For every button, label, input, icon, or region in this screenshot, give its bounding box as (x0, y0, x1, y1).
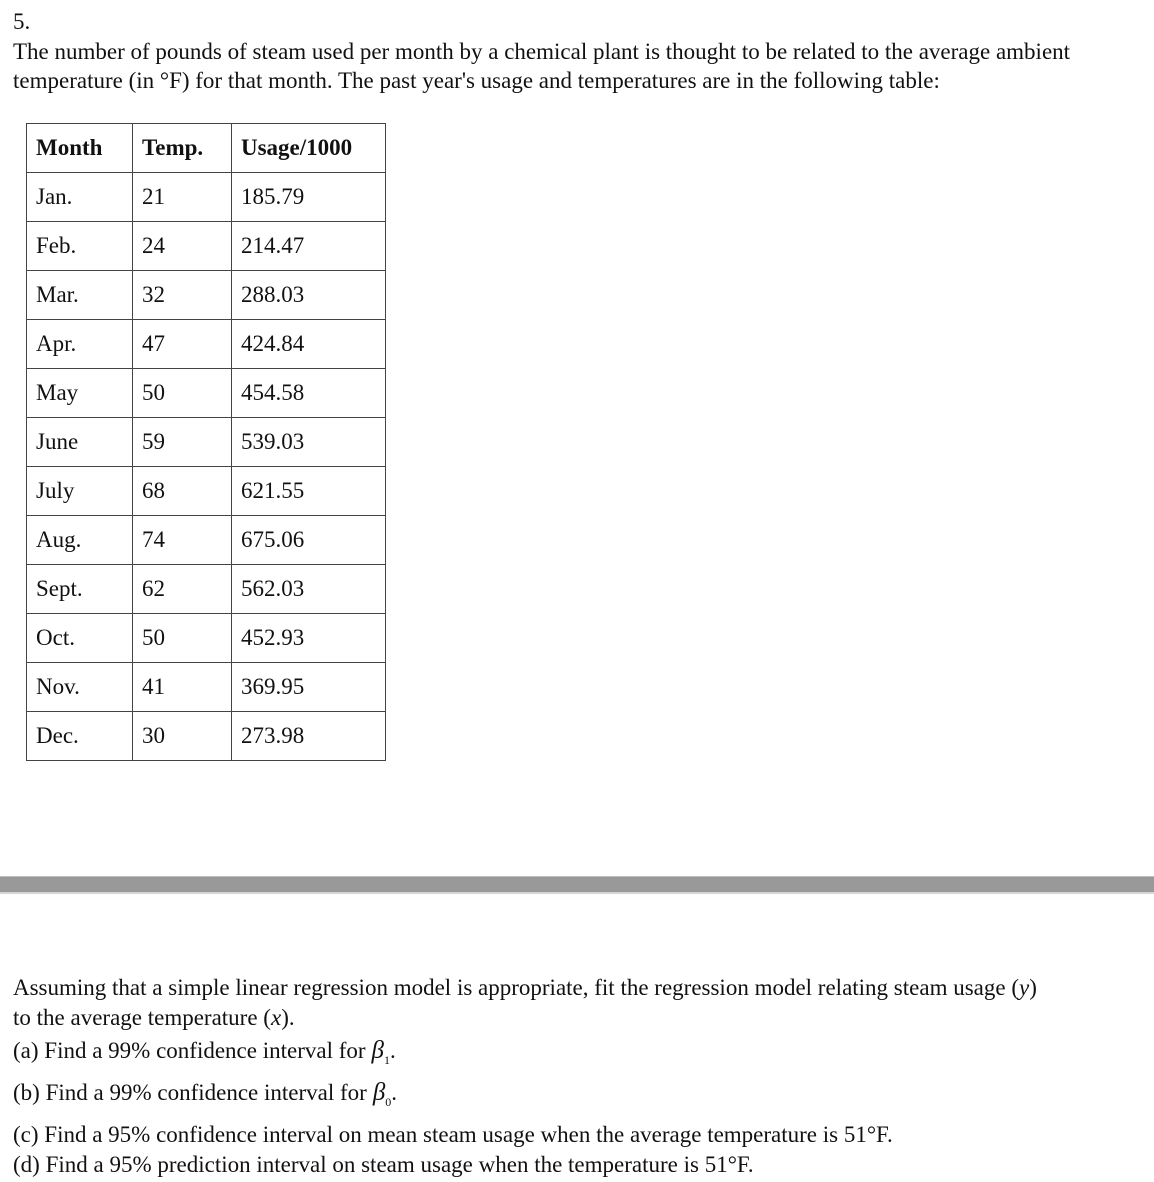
cell-usage: 369.95 (232, 663, 386, 712)
question-b-end: . (391, 1080, 398, 1105)
table-header-row (27, 124, 386, 173)
cell-month: Aug. (27, 516, 133, 565)
beta-1-subscript: 1 (383, 1053, 390, 1067)
question-a (13, 1036, 1149, 1075)
lead-text-3: to the average temperature ( (13, 1005, 271, 1030)
table-row (27, 418, 386, 467)
cell-usage: 621.55 (232, 467, 386, 516)
cell-temp: 59 (133, 418, 232, 467)
table-row (27, 565, 386, 614)
cell-temp: 47 (133, 320, 232, 369)
question-a-end: . (389, 1038, 396, 1063)
cell-month: Sept. (27, 565, 133, 614)
cell-temp: 41 (133, 663, 232, 712)
cell-temp: 50 (133, 369, 232, 418)
question-lead-line-1 (13, 973, 1149, 1003)
lead-text-1: Assuming that a simple linear regression model is appropriate, fit the regression model relating steam usage ( (13, 975, 1019, 1000)
cell-usage: 273.98 (232, 712, 386, 761)
x-variable: x (270, 1005, 282, 1030)
question-lead-line-2 (13, 1003, 1149, 1033)
table-row (27, 369, 386, 418)
cell-temp: 68 (133, 467, 232, 516)
lead-text-4: ). (281, 1005, 295, 1030)
cell-usage: 288.03 (232, 271, 386, 320)
header-month: Month (27, 124, 133, 173)
cell-usage: 454.58 (232, 369, 386, 418)
cell-usage: 562.03 (232, 565, 386, 614)
lead-text-2: ) (1029, 975, 1037, 1000)
cell-month: Nov. (27, 663, 133, 712)
cell-month: Feb. (27, 222, 133, 271)
section-divider (0, 876, 1154, 894)
cell-temp: 30 (133, 712, 232, 761)
question-block (13, 973, 1149, 1180)
question-b-text: (b) Find a 99% confidence interval for (13, 1080, 367, 1105)
beta-1-symbol: $\beta_1$ (371, 1037, 390, 1067)
header-usage: Usage/1000 (232, 124, 386, 173)
cell-month: Dec. (27, 712, 133, 761)
table-row (27, 173, 386, 222)
cell-month: June (27, 418, 133, 467)
cell-temp: 50 (133, 614, 232, 663)
cell-usage: 214.47 (232, 222, 386, 271)
cell-month: Apr. (27, 320, 133, 369)
table-row (27, 663, 386, 712)
cell-temp: 21 (133, 173, 232, 222)
cell-month: Mar. (27, 271, 133, 320)
problem-number: 5. (13, 9, 31, 34)
beta-0-symbol: $\beta_0$ (372, 1079, 392, 1109)
cell-usage: 185.79 (232, 173, 386, 222)
question-c: (c) Find a 95% confidence interval on mean steam usage when the average temperature is 51°F. (13, 1122, 893, 1147)
table-row (27, 614, 386, 663)
table-row (27, 320, 386, 369)
table-row (27, 516, 386, 565)
cell-usage: 675.06 (232, 516, 386, 565)
beta-0-subscript: 0 (385, 1095, 392, 1109)
table-row (27, 712, 386, 761)
question-a-text: (a) Find a 99% confidence interval for (13, 1038, 366, 1063)
cell-temp: 32 (133, 271, 232, 320)
table-row (27, 222, 386, 271)
table-row (27, 271, 386, 320)
cell-month: Oct. (27, 614, 133, 663)
cell-month: May (27, 369, 133, 418)
cell-month: July (27, 467, 133, 516)
cell-usage: 424.84 (232, 320, 386, 369)
y-variable: y (1018, 975, 1030, 1000)
cell-temp: 24 (133, 222, 232, 271)
cell-usage: 539.03 (232, 418, 386, 467)
cell-temp: 74 (133, 516, 232, 565)
data-table (26, 123, 386, 761)
problem-intro: The number of pounds of steam used per month by a chemical plant is thought to be related to the average ambient temperature (in °F) for that month. The past year's usage and temperatures are in the following table: (13, 39, 1071, 93)
cell-temp: 62 (133, 565, 232, 614)
question-b (13, 1078, 1149, 1117)
cell-usage: 452.93 (232, 614, 386, 663)
cell-month: Jan. (27, 173, 133, 222)
question-d: (d) Find a 95% prediction interval on steam usage when the temperature is 51°F. (13, 1152, 754, 1177)
header-temp: Temp. (133, 124, 232, 173)
table-row (27, 467, 386, 516)
